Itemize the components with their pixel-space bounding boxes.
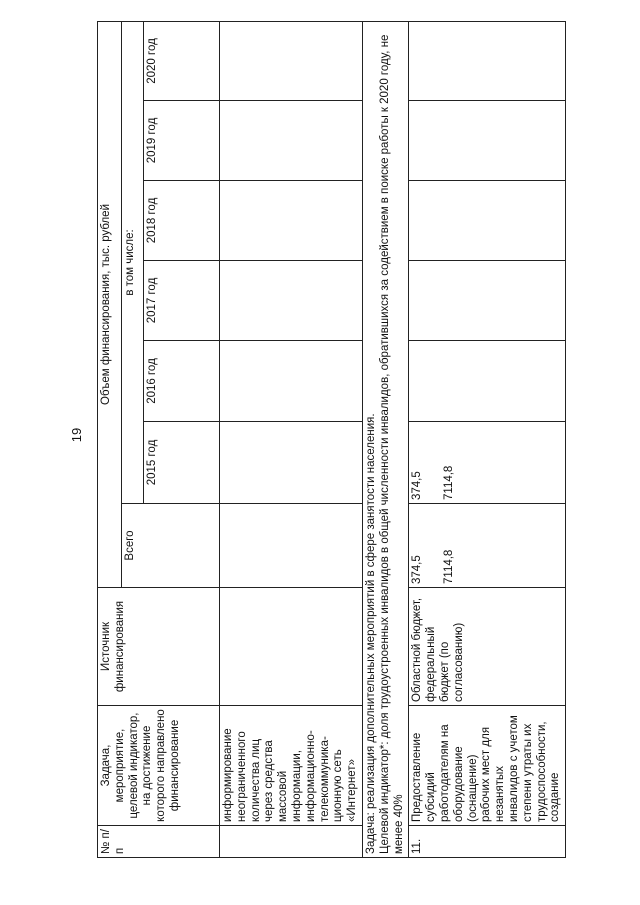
year-cell	[409, 261, 566, 341]
year-cell	[220, 101, 363, 181]
rotated-page	[67, 22, 562, 858]
year-cell	[220, 21, 363, 100]
indicator-line: Целевой индикатор*: доля трудоустроенных инвалидов в общей численности инвалидов, обратившихся за содействием в поиске работы к 2020 году, не менее 40%	[378, 34, 405, 854]
source-cell	[409, 588, 566, 706]
header-year-2018: 2018 год	[144, 181, 220, 261]
row-num-cell	[220, 826, 363, 858]
year-cell	[409, 181, 566, 261]
header-including: в том числе:	[122, 21, 144, 503]
header-year-2020: 2020 год	[144, 21, 220, 100]
year-cell	[409, 341, 566, 422]
header-source: Источник финансирования	[98, 588, 220, 706]
year-cell	[409, 422, 566, 504]
page-number: 19	[69, 427, 84, 443]
year-cell	[220, 341, 363, 422]
header-year-2016: 2016 год	[144, 341, 220, 422]
source-cell	[220, 588, 363, 706]
total-cell	[409, 504, 566, 588]
table-row	[220, 21, 363, 857]
year-cell	[409, 21, 566, 100]
total-regional: 374,5	[411, 555, 424, 584]
task-line: Задача: реализация дополнительных мероприятий в сфере занятости населения.	[364, 413, 377, 854]
year-cell	[220, 422, 363, 504]
financing-table	[97, 21, 566, 858]
task-cell: Предоставление субсидий работодателям на оборудование (оснащение) рабочих мест для незанятых инвалидов с учетом степени утраты их трудоспособности, создание	[409, 706, 566, 826]
header-year-2019: 2019 год	[144, 101, 220, 181]
table-row	[409, 21, 566, 857]
y2015-regional: 374,5	[411, 471, 424, 500]
source-federal: федеральный бюджет (по согласованию)	[425, 622, 465, 702]
source-regional: Областной бюджет,	[411, 597, 424, 702]
year-cell	[220, 181, 363, 261]
total-cell	[220, 504, 363, 588]
task-row	[362, 21, 408, 857]
header-task: Задача, мероприятие, целевой индикатор, на достижение которого направлено финансирование	[98, 706, 220, 826]
y2015-federal: 7114,8	[443, 465, 456, 500]
header-year-2015: 2015 год	[144, 422, 220, 504]
task-cell: информирование неограниченного количества лиц через средства массовой информации, информационно-телекоммуника-ционную сеть «Интернет»	[220, 706, 363, 826]
header-num: № п/п	[98, 826, 220, 858]
total-federal: 7114,8	[443, 549, 456, 584]
year-cell	[220, 261, 363, 341]
row-num-cell: 11.	[409, 826, 566, 858]
header-year-2017: 2017 год	[144, 261, 220, 341]
year-cell	[409, 101, 566, 181]
header-volume: Объем финансирования, тыс. рублей	[98, 21, 122, 587]
task-cell-full	[362, 21, 408, 857]
header-total: Всего	[122, 504, 220, 588]
